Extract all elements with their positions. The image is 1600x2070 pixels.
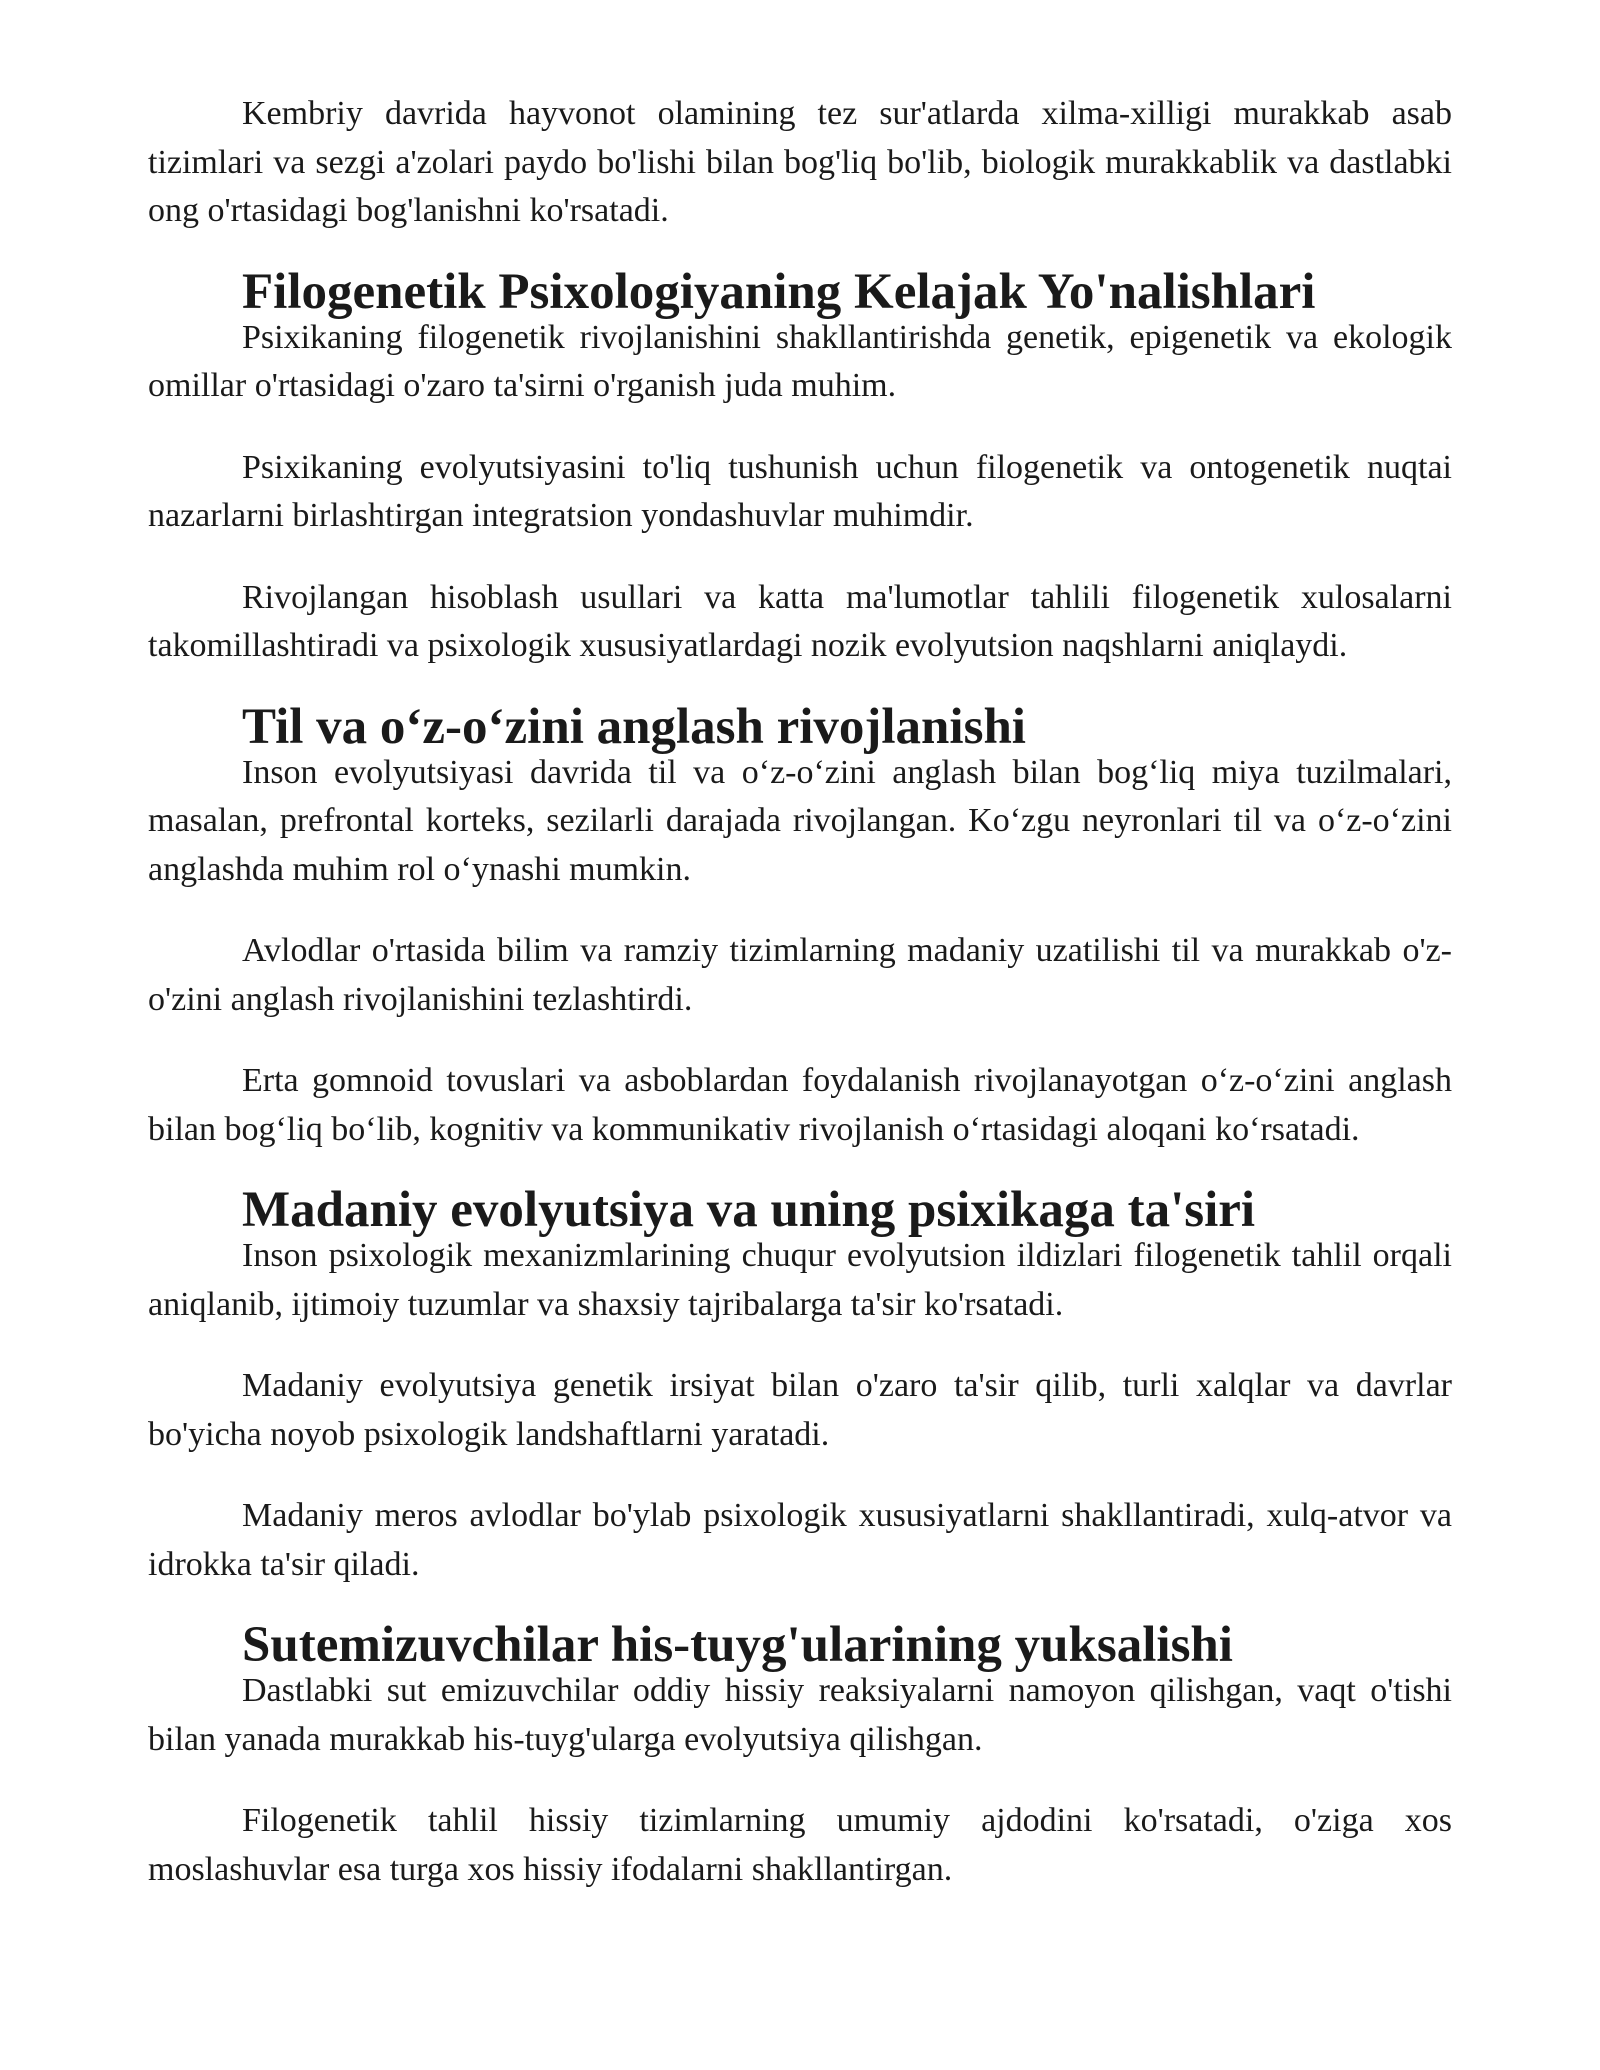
body-paragraph: Inson evolyutsiyasi davrida til va o‘z-o‘zini anglash bilan bog‘liq miya tuzilmalari, masalan, prefrontal korteks, sezilarli darajada rivojlangan. Ko‘zgu neyronlari til va o‘z-o‘zini anglashda muhim rol o‘ynashi mumkin. <box>148 753 1452 888</box>
body-paragraph: Avlodlar o'rtasida bilim va ramziy tizimlarning madaniy uzatilishi til va murakkab o'z-o'zini anglash rivojlanishini tezlashtirdi. <box>148 932 1452 1018</box>
section-heading: Sutemizuvchilar his-tuyg'ularining yuksalishi <box>242 1617 1233 1673</box>
section-heading: Madaniy evolyutsiya va uning psixikaga ta'siri <box>242 1182 1256 1238</box>
body-paragraph: Madaniy meros avlodlar bo'ylab psixologik xususiyatlarni shakllantiradi, xulq-atvor va idrokka ta'sir qiladi. <box>148 1497 1452 1583</box>
section-heading: Til va o‘z-o‘zini anglash rivojlanishi <box>242 698 1026 755</box>
section-mammal-emotions <box>148 1617 1452 1894</box>
body-paragraph: Inson psixologik mexanizmlarining chuqur evolyutsion ildizlari filogenetik tahlil orqali aniqlanib, ijtimoiy tuzumlar va shaxsiy tajribalarga ta'sir ko'rsatadi. <box>148 1237 1452 1323</box>
body-paragraph: Psixikaning evolyutsiyasini to'liq tushunish uchun filogenetik va ontogenetik nuqtai nazarlarni birlashtirgan integratsion yondashuvlar muhimdir. <box>148 448 1452 534</box>
body-paragraph: Erta gomnoid tovuslari va asboblardan foydalanish rivojlanayotgan o‘z-o‘zini anglash bilan bog‘liq bo‘lib, kognitiv va kommunikativ rivojlanish o‘rtasidagi aloqani ko‘rsatadi. <box>148 1062 1452 1148</box>
body-paragraph: Rivojlangan hisoblash usullari va katta ma'lumotlar tahlili filogenetik xulosalarni takomillashtiradi va psixologik xususiyatlardagi nozik evolyutsion naqshlarni aniqlaydi. <box>148 578 1452 664</box>
intro-paragraph: Kembriy davrida hayvonot olamining tez sur'atlarda xilma-xilligi murakkab asab tizimlari va sezgi a'zolari paydo bo'lishi bilan bog'liq bo'lib, biologik murakkablik va dastlabki ong o'rtasidagi bog'lanishni ko'rsatadi. <box>148 95 1452 229</box>
body-paragraph: Psixikaning filogenetik rivojlanishini shakllantirishda genetik, epigenetik va ekologik omillar o'rtasidagi o'zaro ta'sirni o'rganish juda muhim. <box>148 318 1452 404</box>
body-paragraph: Filogenetik tahlil hissiy tizimlarning umumiy ajdodini ko'rsatadi, o'ziga xos moslashuvlar esa turga xos hissiy ifodalarni shakllantirgan. <box>148 1802 1452 1888</box>
section-cultural-evolution <box>148 1182 1452 1589</box>
body-paragraph: Madaniy evolyutsiya genetik irsiyat bilan o'zaro ta'sir qilib, turli xalqlar va davrlar bo'yicha noyob psixologik landshaftlarni yaratadi. <box>148 1367 1452 1453</box>
section-future-directions <box>148 263 1452 671</box>
body-paragraph: Dastlabki sut emizuvchilar oddiy hissiy reaksiyalarni namoyon qilishgan, vaqt o'tishi bilan yanada murakkab his-tuyg'ularga evolyutsiya qilishgan. <box>148 1672 1452 1758</box>
document-page <box>148 90 1452 1927</box>
section-heading: Filogenetik Psixologiyaning Kelajak Yo'nalishlari <box>242 263 1316 320</box>
section-language-self-awareness <box>148 698 1452 1155</box>
